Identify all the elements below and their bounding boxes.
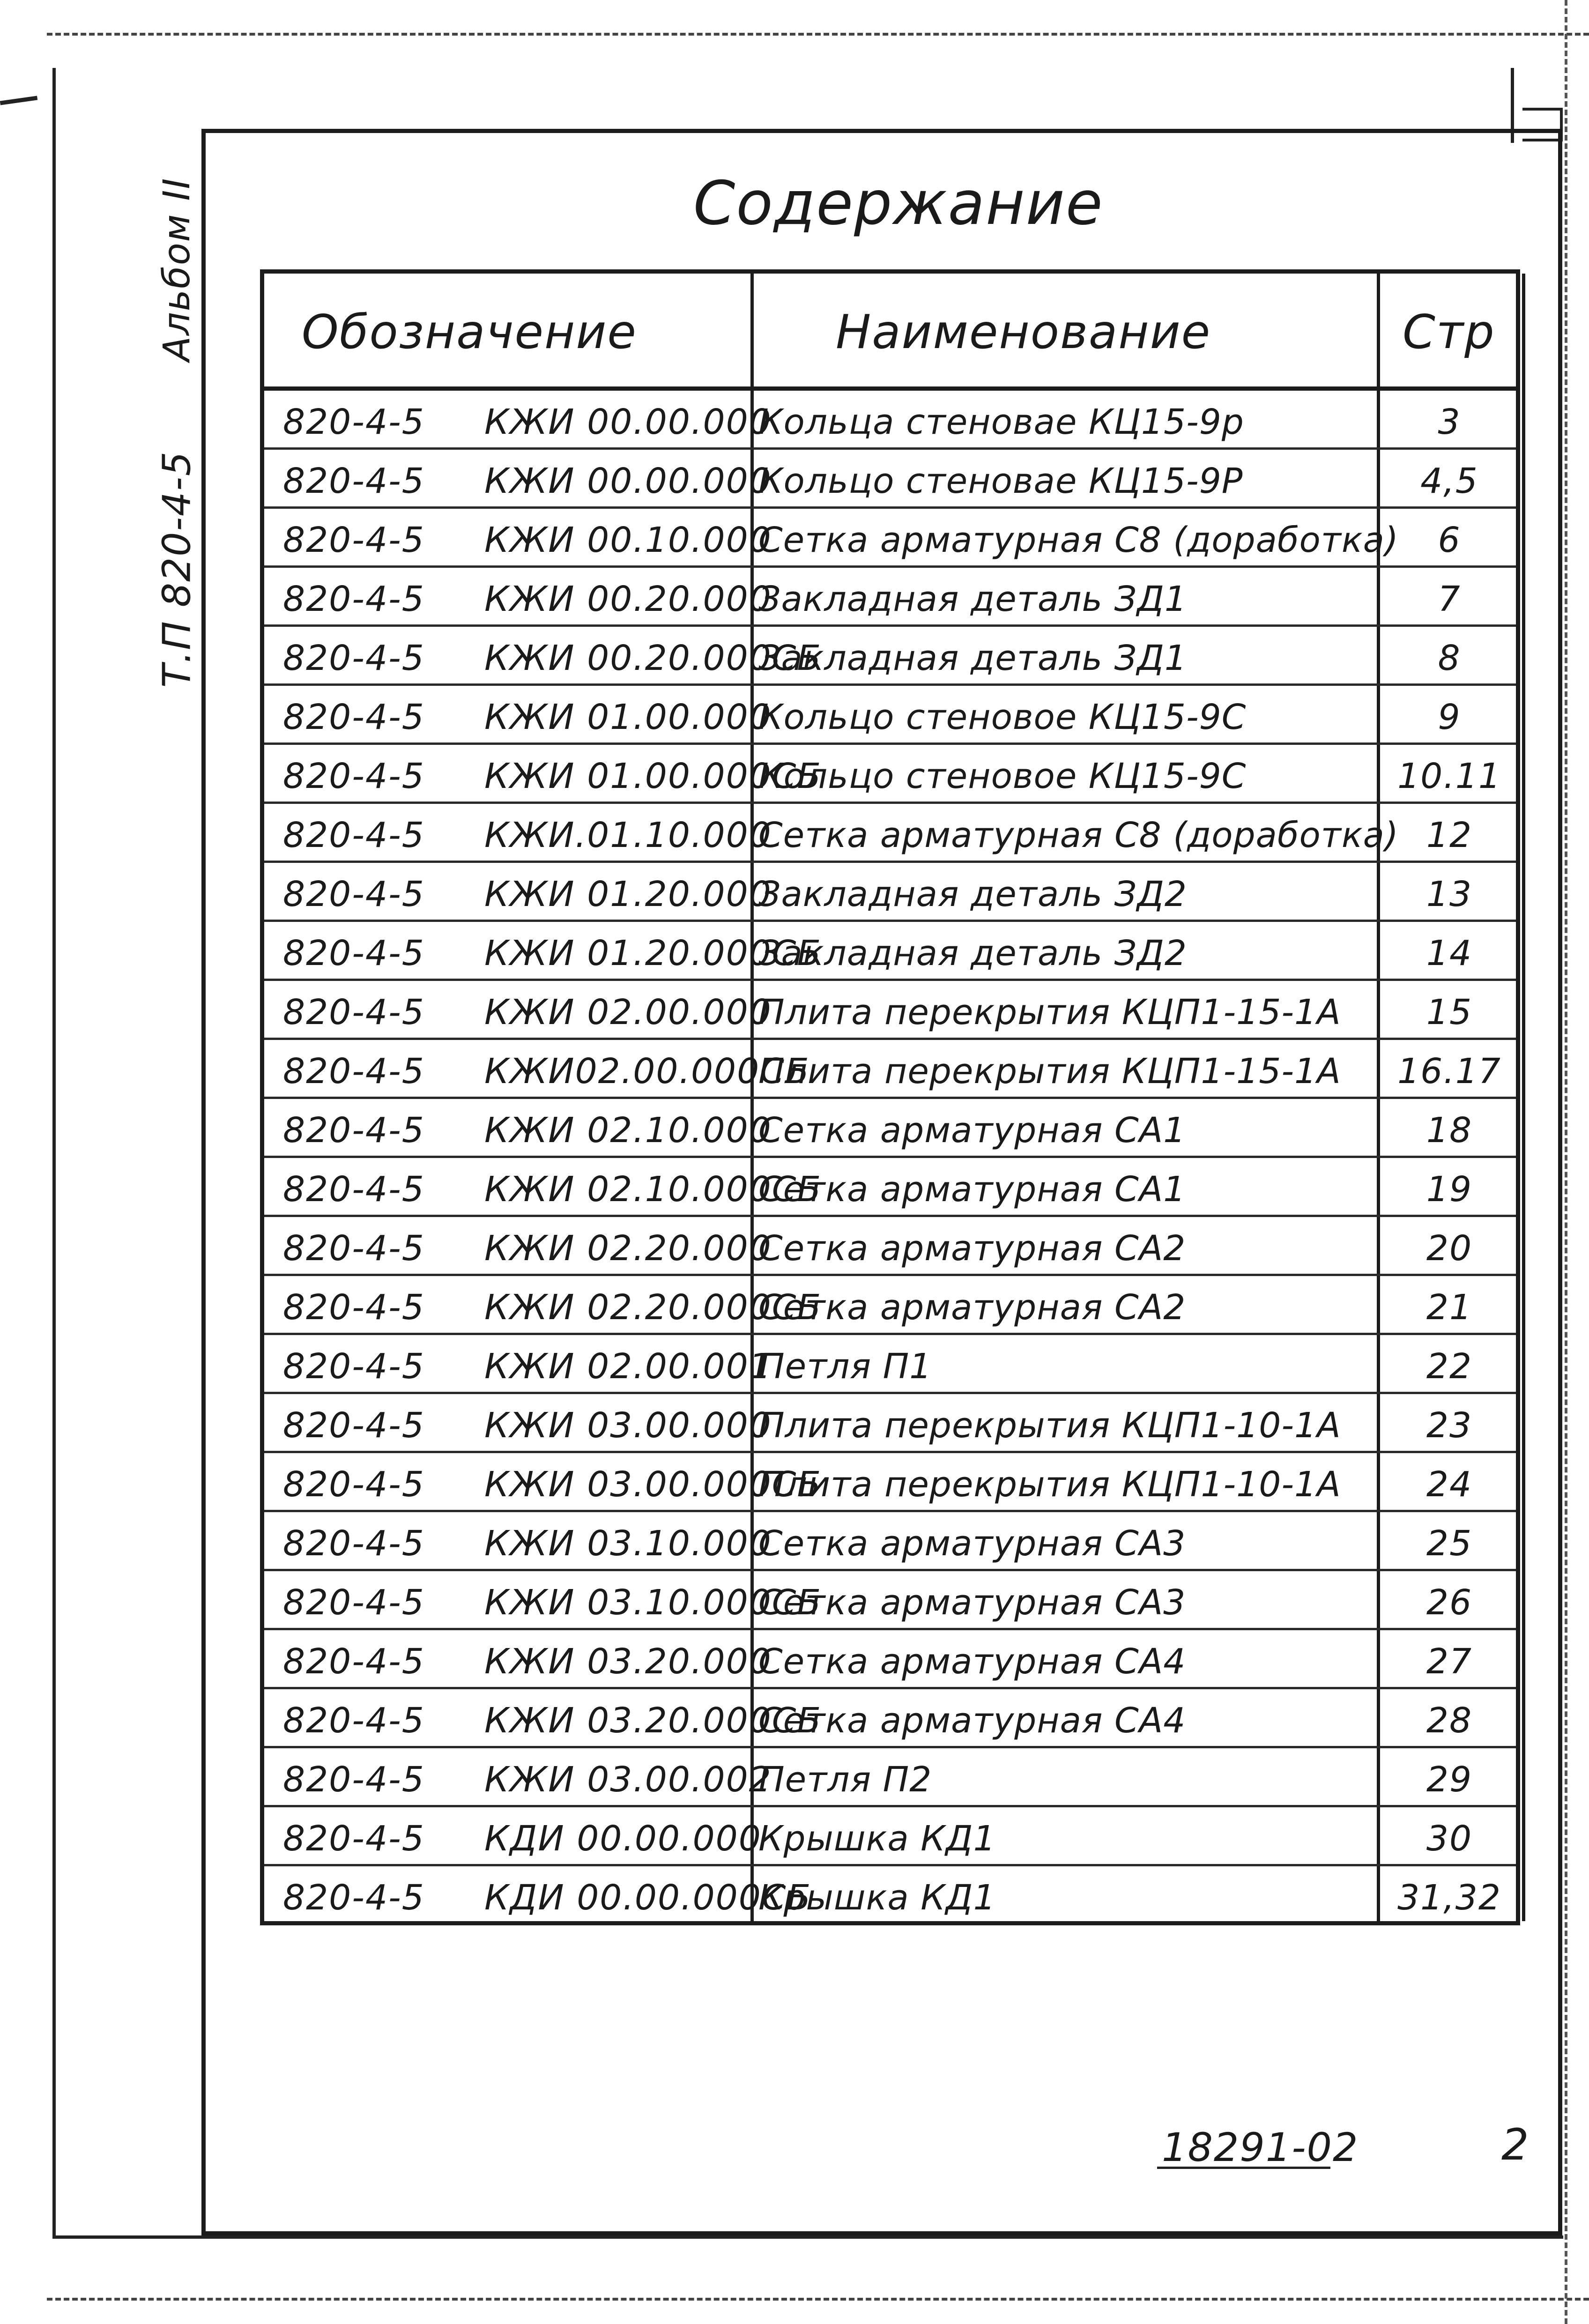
table-row <box>264 568 1516 627</box>
row-series: 820-4-5 <box>283 1169 425 1210</box>
row-name: Закладная деталь ЗД1 <box>758 638 1187 678</box>
row-page: 3 <box>1438 402 1461 442</box>
row-code: КЖИ02.00.000СБ <box>484 1051 810 1091</box>
row-name: Сетка арматурная СА4 <box>758 1641 1186 1682</box>
outer-border-left <box>52 68 56 2237</box>
inventory-underline <box>1157 2167 1330 2169</box>
row-page: 12 <box>1426 815 1473 855</box>
row-page: 19 <box>1426 1169 1473 1210</box>
outer-border-bottom <box>52 2235 1563 2239</box>
row-name: Кольцо стеновое КЦ15-9С <box>758 697 1247 737</box>
row-name: Петля П1 <box>758 1346 932 1387</box>
row-name: Сетка арматурная С8 (доработка) <box>758 520 1399 560</box>
row-series: 820-4-5 <box>283 1878 425 1918</box>
row-name: Плита перекрытия КЦП1-15-1А <box>758 1051 1341 1091</box>
row-code: КЖИ 03.10.000 <box>484 1523 772 1564</box>
row-series: 820-4-5 <box>283 1110 425 1151</box>
row-name: Петля П2 <box>758 1760 932 1800</box>
row-page: 22 <box>1426 1346 1473 1387</box>
album-label: Альбом II <box>156 177 198 362</box>
row-code: КЖИ 03.20.000СБ <box>484 1700 822 1741</box>
table-row <box>264 627 1516 686</box>
row-name: Сетка арматурная СА2 <box>758 1228 1186 1269</box>
row-series: 820-4-5 <box>283 1760 425 1800</box>
sheet-number: 2 <box>1501 2120 1530 2170</box>
scan-edge-bottom <box>47 2298 1589 2301</box>
column-divider <box>1522 274 1525 1921</box>
row-code: КЖИ 03.00.002 <box>484 1760 772 1800</box>
row-name: Закладная деталь ЗД1 <box>758 579 1187 619</box>
row-code: КЖИ 03.00.000 <box>484 1405 772 1446</box>
scan-edge-top <box>47 33 1589 36</box>
row-series: 820-4-5 <box>283 579 425 619</box>
row-code: КЖИ.01.10.000 <box>484 815 772 855</box>
table-row <box>264 804 1516 863</box>
table-header <box>264 274 1516 391</box>
table-row <box>264 745 1516 804</box>
table-row <box>264 922 1516 981</box>
header-name: Наименование <box>836 304 1211 359</box>
row-code: КЖИ 01.20.000СБ <box>484 933 822 973</box>
row-code: КЖИ 03.10.000СБ <box>484 1582 822 1623</box>
table-row <box>264 1394 1516 1453</box>
row-page: 27 <box>1426 1641 1473 1682</box>
row-series: 820-4-5 <box>283 874 425 914</box>
row-page: 26 <box>1426 1582 1473 1623</box>
row-page: 16.17 <box>1397 1051 1501 1091</box>
row-series: 820-4-5 <box>283 1700 425 1741</box>
row-code: КЖИ 01.00.000СБ <box>484 756 822 796</box>
row-page: 6 <box>1438 520 1461 560</box>
row-code: КЖИ 00.00.000 <box>484 461 772 501</box>
table-row <box>264 1099 1516 1158</box>
row-name: Сетка арматурная С8 (доработка) <box>758 815 1399 855</box>
row-code: КЖИ 02.20.000СБ <box>484 1287 822 1328</box>
row-code: КЖИ 02.20.000 <box>484 1228 772 1269</box>
row-page: 28 <box>1426 1700 1473 1741</box>
row-series: 820-4-5 <box>283 992 425 1032</box>
table-row <box>264 1807 1516 1866</box>
row-series: 820-4-5 <box>283 1582 425 1623</box>
row-series: 820-4-5 <box>283 933 425 973</box>
row-name: Закладная деталь ЗД2 <box>758 874 1187 914</box>
row-code: КЖИ 00.20.000СБ <box>484 638 822 678</box>
row-page: 10.11 <box>1397 756 1501 796</box>
scan-edge-right <box>1565 0 1567 2324</box>
table-row <box>264 1335 1516 1394</box>
row-name: Кольцо стеновое КЦ15-9С <box>758 756 1247 796</box>
row-code: КЖИ 01.20.000 <box>484 874 772 914</box>
row-series: 820-4-5 <box>283 402 425 442</box>
row-name: Плита перекрытия КЦП1-10-1А <box>758 1464 1341 1505</box>
row-series: 820-4-5 <box>283 1819 425 1859</box>
row-name: Сетка арматурная СА2 <box>758 1287 1186 1328</box>
row-code: КЖИ 02.00.001 <box>484 1346 772 1387</box>
table-row <box>264 981 1516 1040</box>
row-name: Плита перекрытия КЦП1-10-1А <box>758 1405 1341 1446</box>
row-series: 820-4-5 <box>283 1051 425 1091</box>
row-page: 8 <box>1438 638 1461 678</box>
row-page: 21 <box>1426 1287 1473 1328</box>
row-series: 820-4-5 <box>283 756 425 796</box>
row-name: Сетка арматурная СА1 <box>758 1169 1186 1210</box>
row-series: 820-4-5 <box>283 1523 425 1564</box>
table-row <box>264 1158 1516 1217</box>
row-series: 820-4-5 <box>283 1405 425 1446</box>
row-code: КЖИ 02.10.000СБ <box>484 1169 822 1210</box>
row-page: 29 <box>1426 1760 1473 1800</box>
row-page: 18 <box>1426 1110 1473 1151</box>
row-code: КЖИ 00.10.000 <box>484 520 772 560</box>
table-row <box>264 509 1516 568</box>
row-name: Сетка арматурная СА4 <box>758 1700 1186 1741</box>
row-series: 820-4-5 <box>283 815 425 855</box>
table-row <box>264 686 1516 745</box>
row-code: КЖИ 01.00.000 <box>484 697 772 737</box>
row-series: 820-4-5 <box>283 1346 425 1387</box>
row-code: КЖИ 02.10.000 <box>484 1110 772 1151</box>
row-series: 820-4-5 <box>283 461 425 501</box>
row-code: КЖИ 03.00.000СБ <box>484 1464 822 1505</box>
table-row <box>264 1040 1516 1099</box>
row-code: КЖИ 00.20.000 <box>484 579 772 619</box>
row-series: 820-4-5 <box>283 638 425 678</box>
row-name: Кольцо стеновае КЦ15-9Р <box>758 461 1243 501</box>
row-name: Плита перекрытия КЦП1-15-1А <box>758 992 1341 1032</box>
row-page: 20 <box>1426 1228 1473 1269</box>
table-row <box>264 1630 1516 1689</box>
row-series: 820-4-5 <box>283 1287 425 1328</box>
row-page: 24 <box>1426 1464 1473 1505</box>
row-name: Кольца стеновае КЦ15-9р <box>758 402 1244 442</box>
row-page: 7 <box>1438 579 1461 619</box>
table-row <box>264 1276 1516 1335</box>
row-page: 9 <box>1438 697 1461 737</box>
row-code: КЖИ 03.20.000 <box>484 1641 772 1682</box>
row-page: 13 <box>1426 874 1473 914</box>
row-name: Сетка арматурная СА3 <box>758 1523 1186 1564</box>
row-page: 25 <box>1426 1523 1473 1564</box>
table-row <box>264 1689 1516 1748</box>
table-row <box>264 450 1516 509</box>
table-row <box>264 1453 1516 1512</box>
header-code: Обозначение <box>302 304 637 359</box>
table-body <box>264 391 1516 1925</box>
row-series: 820-4-5 <box>283 1228 425 1269</box>
inventory-number: 18291-02 <box>1162 2124 1359 2170</box>
row-name: Сетка арматурная СА1 <box>758 1110 1186 1151</box>
row-code: КДИ 00.00.000СБ <box>484 1878 812 1918</box>
row-page: 14 <box>1426 933 1473 973</box>
row-page: 4,5 <box>1420 461 1478 501</box>
table-row <box>264 1512 1516 1571</box>
row-name: Закладная деталь ЗД2 <box>758 933 1187 973</box>
row-page: 15 <box>1426 992 1473 1032</box>
row-series: 820-4-5 <box>283 1464 425 1505</box>
contents-table <box>260 269 1520 1925</box>
table-row <box>264 863 1516 922</box>
row-page: 30 <box>1426 1819 1473 1859</box>
table-row <box>264 1217 1516 1276</box>
row-page: 23 <box>1426 1405 1473 1446</box>
page-title: Содержание <box>693 169 1104 238</box>
row-page: 31,32 <box>1397 1878 1501 1918</box>
row-code: КЖИ 00.00.000 <box>484 402 772 442</box>
header-page: Стр <box>1403 304 1495 359</box>
table-row <box>264 391 1516 450</box>
table-row <box>264 1866 1516 1925</box>
binding-mark <box>0 96 37 105</box>
row-name: Крышка КД1 <box>758 1819 996 1859</box>
row-name: Крышка КД1 <box>758 1878 996 1918</box>
row-series: 820-4-5 <box>283 1641 425 1682</box>
row-series: 820-4-5 <box>283 697 425 737</box>
table-row <box>264 1571 1516 1630</box>
row-code: КДИ 00.00.000 <box>484 1819 762 1859</box>
row-series: 820-4-5 <box>283 520 425 560</box>
series-label: Т.П 820-4-5 <box>155 451 200 688</box>
table-row <box>264 1748 1516 1807</box>
row-name: Сетка арматурная СА3 <box>758 1582 1186 1623</box>
row-code: КЖИ 02.00.000 <box>484 992 772 1032</box>
